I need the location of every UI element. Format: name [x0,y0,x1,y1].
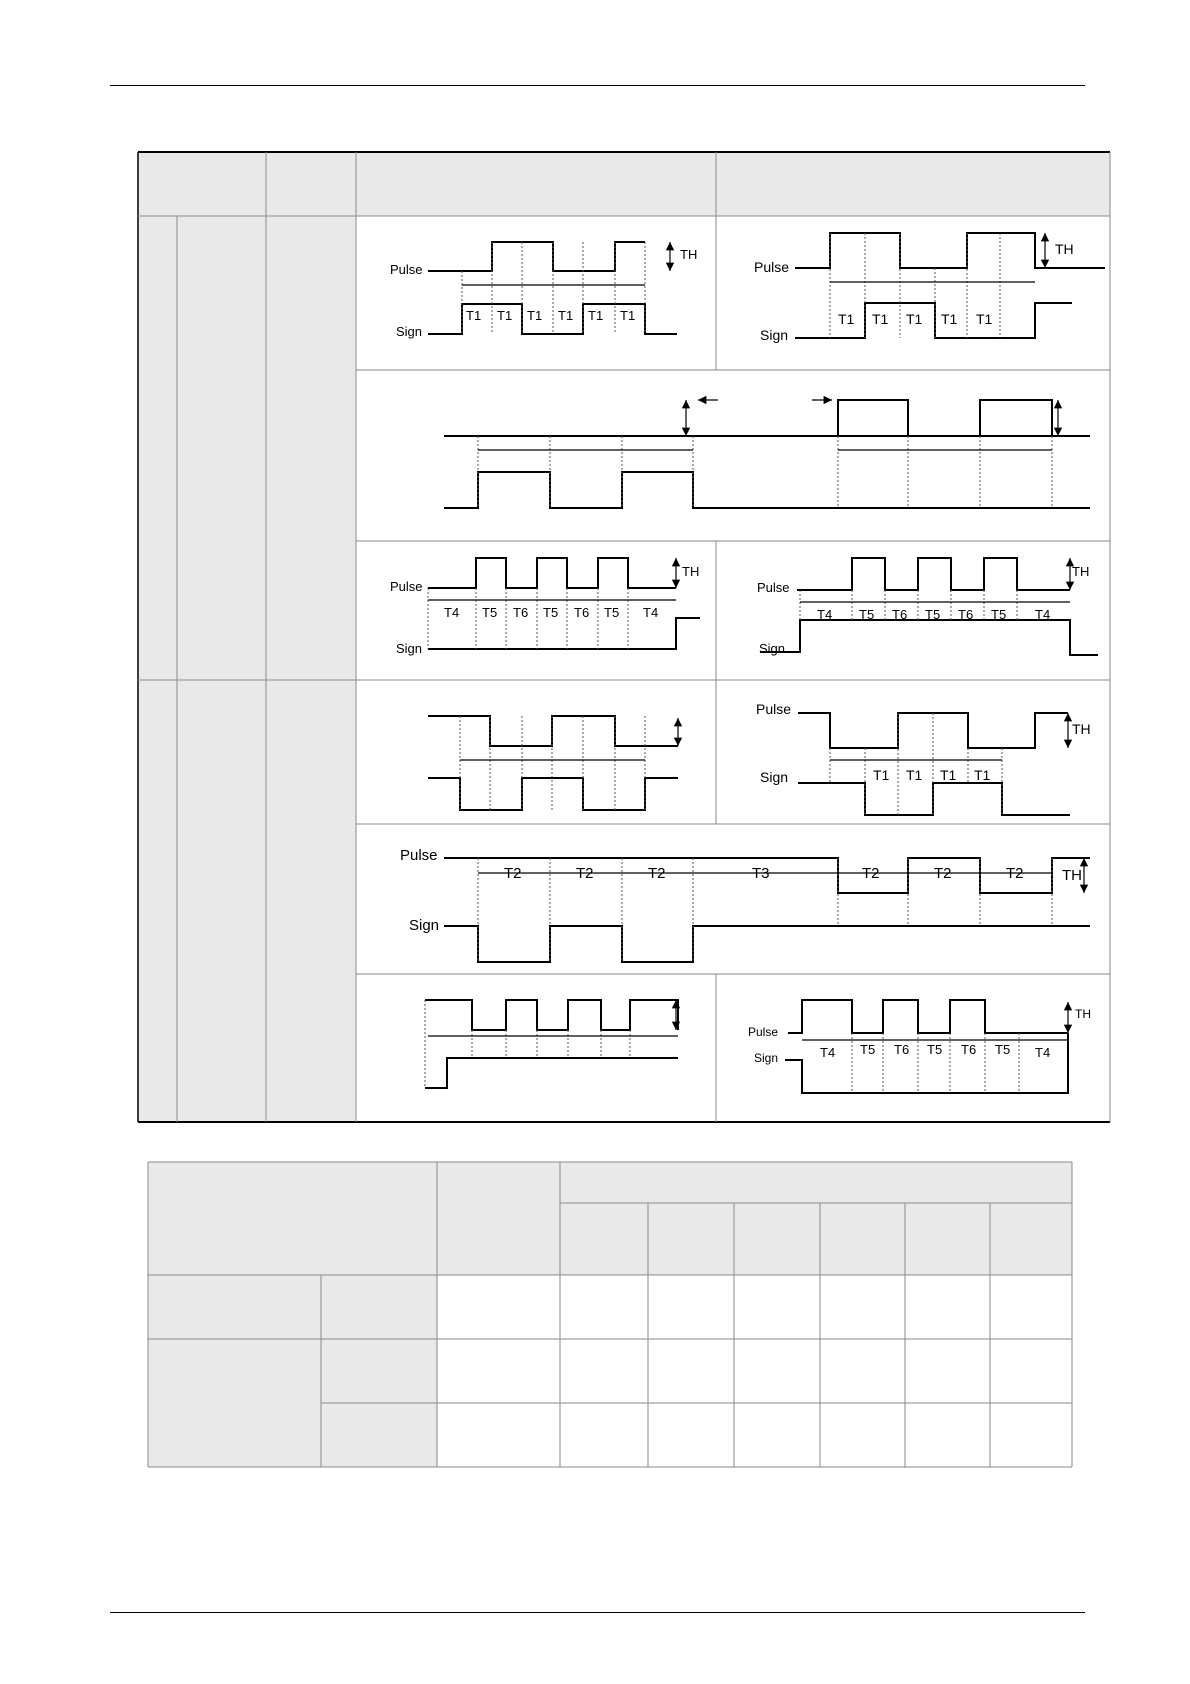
pulse-label: Pulse [757,580,790,595]
t5-label: T5 [995,1042,1011,1057]
waveform-r4-right [756,701,1091,815]
t6-label: T6 [892,607,908,622]
t4-label: T4 [444,605,460,620]
th-label: TH [680,247,698,262]
t2-label: T2 [862,865,880,882]
pulse-label: Pulse [390,262,423,277]
waveform-r3-left [390,558,700,656]
pulse-label: Pulse [756,701,792,717]
t5-label: T5 [927,1042,943,1057]
timing-spec-table [148,1162,1072,1467]
waveform-r6-left [425,1000,678,1088]
t3-label: T3 [752,865,770,882]
t2-label: T2 [576,865,594,882]
waveform-r2 [444,400,1090,508]
t1-label: T1 [466,308,482,323]
waveform-r1-right [754,233,1105,343]
t1-label: T1 [838,311,855,327]
sign-label: Sign [754,1051,779,1065]
pulse-label: Pulse [390,579,423,594]
t2-label: T2 [504,865,522,882]
th-label: TH [682,564,700,579]
pulse-type-table [138,152,1110,1122]
sign-label: Sign [760,327,789,343]
t1-label: T1 [497,308,513,323]
t1-label: T1 [976,311,993,327]
waveform-r3-right [757,558,1098,656]
sign-label: Sign [760,769,789,785]
t5-label: T5 [482,605,498,620]
t1-label: T1 [527,308,543,323]
t1-label: T1 [941,311,958,327]
t1-label: T1 [873,767,890,783]
sign-label: Sign [409,917,440,934]
t4-label: T4 [1035,1045,1051,1060]
waveform-r4-left [428,716,678,810]
t6-label: T6 [958,607,974,622]
t1-label: T1 [620,308,636,323]
th-label: TH [1072,721,1091,737]
t1-label: T1 [940,767,957,783]
th-label: TH [1075,1007,1091,1021]
t5-label: T5 [925,607,941,622]
t5-label: T5 [859,607,875,622]
waveform-r5 [400,847,1090,962]
t4-label: T4 [817,607,833,622]
pulse-label: Pulse [748,1025,779,1039]
waveform-r6-right [748,1000,1091,1093]
t1-label: T1 [872,311,889,327]
th-label: TH [1062,867,1082,884]
t5-label: T5 [991,607,1007,622]
t1-label: T1 [974,767,991,783]
t2-label: T2 [648,865,666,882]
sign-label: Sign [759,641,786,656]
t5-label: T5 [604,605,620,620]
t1-label: T1 [906,767,923,783]
t5-label: T5 [860,1042,876,1057]
waveform-r1-left [390,242,697,339]
pulse-label: Pulse [400,847,438,864]
t6-label: T6 [574,605,590,620]
t4-label: T4 [643,605,659,620]
sign-label: Sign [396,641,423,656]
t2-label: T2 [934,865,952,882]
t6-label: T6 [894,1042,910,1057]
t1-label: T1 [558,308,574,323]
sign-label: Sign [396,324,423,339]
t1-label: T1 [588,308,604,323]
t6-label: T6 [961,1042,977,1057]
th-label: TH [1055,241,1074,257]
pulse-label: Pulse [754,259,790,275]
t6-label: T6 [513,605,529,620]
t4-label: T4 [1035,607,1051,622]
t1-label: T1 [906,311,923,327]
t5-label: T5 [543,605,559,620]
th-label: TH [1072,564,1090,579]
t4-label: T4 [820,1045,836,1060]
t2-label: T2 [1006,865,1024,882]
